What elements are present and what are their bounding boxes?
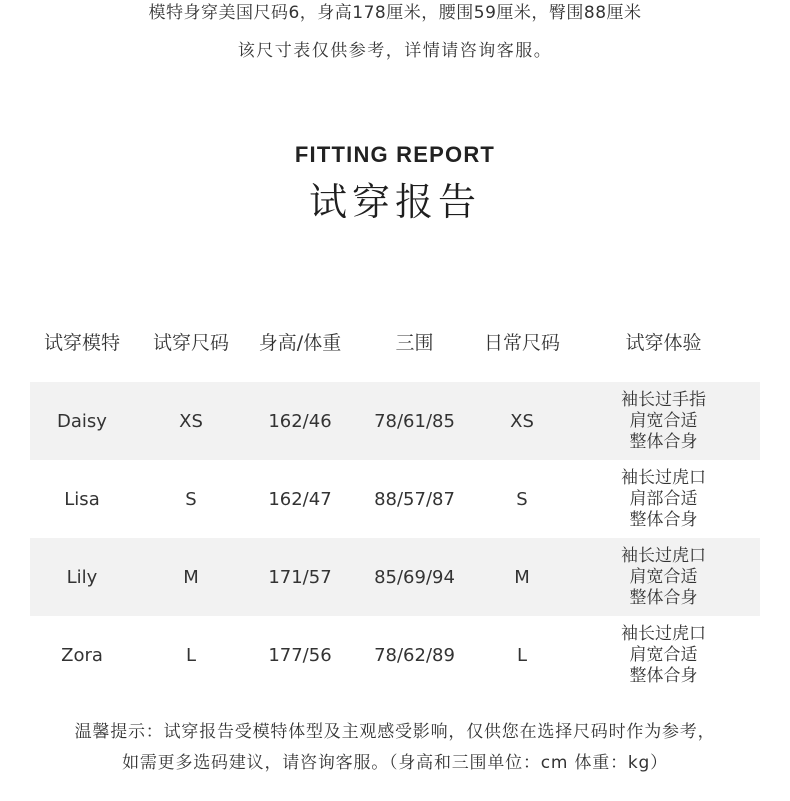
- cell-experience: [567, 390, 760, 453]
- experience-line: 肩宽合适: [629, 410, 698, 431]
- cell-measurements: 78/61/85: [374, 410, 455, 432]
- cell-model: Lisa: [64, 488, 100, 510]
- header-try-size: 试穿尺码: [152, 331, 229, 354]
- experience-line: 整体合身: [629, 665, 698, 686]
- experience-line: 肩宽合适: [629, 566, 698, 587]
- cell-measurements: 78/62/89: [374, 644, 455, 666]
- table-row: [30, 616, 760, 694]
- table-header-row: [30, 320, 760, 366]
- table-row: [30, 538, 760, 616]
- cell-experience: [567, 546, 760, 609]
- experience-line: 袖长过虎口: [621, 623, 706, 644]
- cell-daily-size: S: [516, 488, 528, 510]
- cell-try-size: M: [183, 566, 199, 588]
- cell-model: Zora: [61, 644, 103, 666]
- experience-line: 整体合身: [629, 587, 698, 608]
- fitting-table: [30, 320, 760, 694]
- experience-line: 肩部合适: [629, 488, 698, 509]
- heading-chinese: 试穿报告: [308, 180, 481, 224]
- cell-try-size: XS: [179, 410, 203, 432]
- experience-line: 袖长过虎口: [621, 545, 706, 566]
- experience-line: 整体合身: [629, 509, 698, 530]
- header-measurements: 三围: [395, 331, 434, 354]
- cell-experience: [567, 468, 760, 531]
- cell-model: Lily: [66, 566, 98, 588]
- heading-english: FITTING REPORT: [294, 142, 496, 167]
- cell-try-size: L: [185, 644, 197, 666]
- cell-measurements: 88/57/87: [374, 488, 455, 510]
- header-experience: 试穿体验: [625, 331, 702, 354]
- cell-daily-size: M: [514, 566, 530, 588]
- experience-line: 袖长过虎口: [621, 467, 706, 488]
- cell-height-weight: 177/56: [268, 644, 332, 666]
- header-model: 试穿模特: [43, 331, 120, 354]
- header-height-weight: 身高/体重: [258, 331, 342, 354]
- table-row: [30, 382, 760, 460]
- table-row: [30, 460, 760, 538]
- size-note-line-1: 模特身穿美国尺码6，身高178厘米，腰围59厘米，臀围88厘米: [148, 3, 642, 23]
- cell-height-weight: 171/57: [268, 566, 332, 588]
- footer-tip-line-1: 温馨提示：试穿报告受模特体型及主观感受影响，仅供您在选择尺码时作为参考，: [74, 722, 716, 742]
- cell-model: Daisy: [57, 410, 107, 432]
- cell-experience: [567, 624, 760, 687]
- cell-measurements: 85/69/94: [374, 566, 455, 588]
- cell-daily-size: XS: [510, 410, 534, 432]
- cell-height-weight: 162/47: [268, 488, 332, 510]
- size-note-line-2: 该尺寸表仅供参考，详情请咨询客服。: [237, 41, 553, 61]
- experience-line: 肩宽合适: [629, 644, 698, 665]
- header-daily-size: 日常尺码: [483, 331, 560, 354]
- experience-line: 袖长过手指: [621, 389, 706, 410]
- cell-try-size: S: [185, 488, 197, 510]
- experience-line: 整体合身: [629, 431, 698, 452]
- cell-height-weight: 162/46: [268, 410, 332, 432]
- cell-daily-size: L: [516, 644, 528, 666]
- footer-tip-line-2: 如需更多选码建议，请咨询客服。（身高和三围单位：cm 体重：kg）: [122, 753, 668, 773]
